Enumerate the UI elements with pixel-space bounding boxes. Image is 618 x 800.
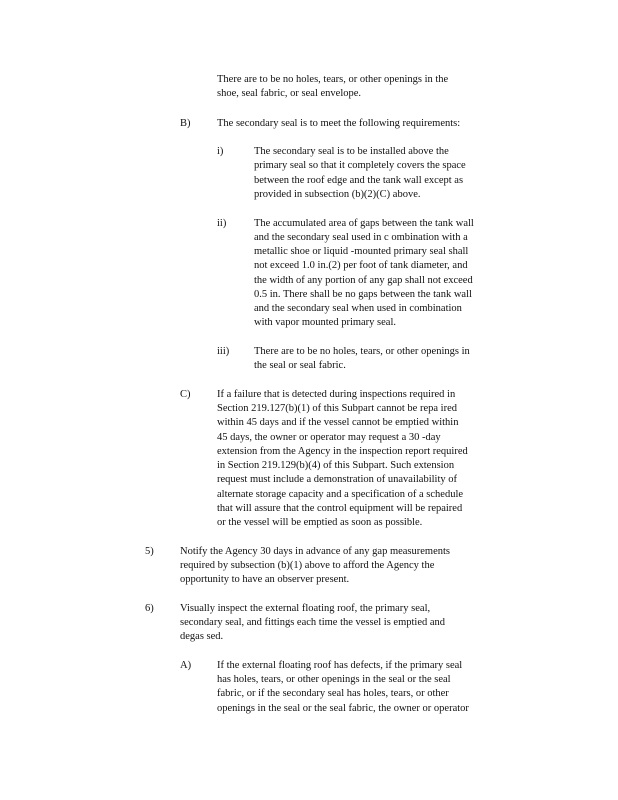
item-5-line-1: Notify the Agency 30 days in advance of any gap measurements [180, 546, 451, 557]
item-c-line-9: that will assure that the control equipment will be repaired [217, 503, 463, 514]
sub-i-line-2: primary seal so that it completely covers the space [254, 160, 466, 171]
sub-i-line-4: provided in subsection (b)(2)(C) above. [254, 189, 421, 200]
item-6-line-1: Visually inspect the external floating roof, the primary seal, [180, 603, 431, 614]
sub-a-line-4: openings in the seal or the seal fabric, the owner or operator [217, 703, 469, 714]
item-c-line-4: 45 days, the owner or operator may request a 30 -day [217, 432, 441, 443]
item-c-line-3: within 45 days and if the vessel cannot be emptied within [217, 417, 459, 428]
sub-iii-line-1: There are to be no holes, tears, or other openings in [254, 346, 470, 357]
sub-a-line-3: fabric, or if the secondary seal has holes, tears, or other [217, 688, 449, 699]
sub-a-line-2: has holes, tears, or other openings in the seal or the seal [217, 674, 451, 685]
sub-i-line-1: The secondary seal is to be installed above the [254, 146, 449, 157]
sub-ii-line-7: and the secondary seal when used in combination [254, 303, 462, 314]
item-c-line-2: Section 219.127(b)(1) of this Subpart cannot be repa ired [217, 403, 457, 414]
sub-i-label: i) [217, 146, 224, 157]
item-c-line-8: alternate storage capacity and a specification of a schedule [217, 489, 464, 500]
item-c-line-7: request must include a demonstration of unavailability of [217, 474, 457, 485]
sub-ii-line-5: the width of any portion of any gap shall not exceed [254, 275, 473, 286]
item-6-label: 6) [145, 603, 154, 614]
sub-ii-line-2: and the secondary seal used in c ombination with a [254, 232, 468, 243]
sub-ii-line-3: metallic shoe or liquid -mounted primary seal shall [254, 246, 469, 257]
item-5-line-2: required by subsection (b)(1) above to afford the Agency the [180, 560, 435, 571]
item-5-label: 5) [145, 546, 154, 557]
intro-line-2: shoe, seal fabric, or seal envelope. [217, 88, 362, 99]
sub-iii-label: iii) [217, 346, 230, 357]
sub-ii-line-1: The accumulated area of gaps between the tank wall [254, 218, 474, 229]
item-b-line-1: The secondary seal is to meet the following requirements: [217, 118, 461, 129]
intro-line-1: There are to be no holes, tears, or other openings in the [217, 74, 449, 85]
item-b-label: B) [180, 118, 191, 129]
item-5-line-3: opportunity to have an observer present. [180, 574, 350, 585]
item-c-label: C) [180, 389, 191, 400]
sub-ii-line-6: 0.5 in. There shall be no gaps between the tank wall [254, 289, 472, 300]
item-c-line-1: If a failure that is detected during inspections required in [217, 389, 456, 400]
sub-a-line-1: If the external floating roof has defects, if the primary seal [217, 660, 463, 671]
item-c-line-6: in Section 219.129(b)(4) of this Subpart. Such extension [217, 460, 455, 471]
sub-i-line-3: between the roof edge and the tank wall except as [254, 175, 464, 186]
item-c-line-5: extension from the Agency in the inspection report required [217, 446, 468, 457]
item-c-line-10: or the vessel will be emptied as soon as possible. [217, 517, 423, 528]
item-6-line-2: secondary seal, and fittings each time the vessel is emptied and [180, 617, 446, 628]
sub-ii-label: ii) [217, 218, 227, 229]
sub-iii-line-2: the seal or seal fabric. [254, 360, 346, 371]
item-6-line-3: degas sed. [180, 631, 224, 642]
sub-ii-line-4: not exceed 1.0 in.(2) per foot of tank diameter, and [254, 260, 468, 271]
sub-a-label: A) [180, 660, 192, 671]
sub-ii-line-8: with vapor mounted primary seal. [254, 317, 397, 328]
